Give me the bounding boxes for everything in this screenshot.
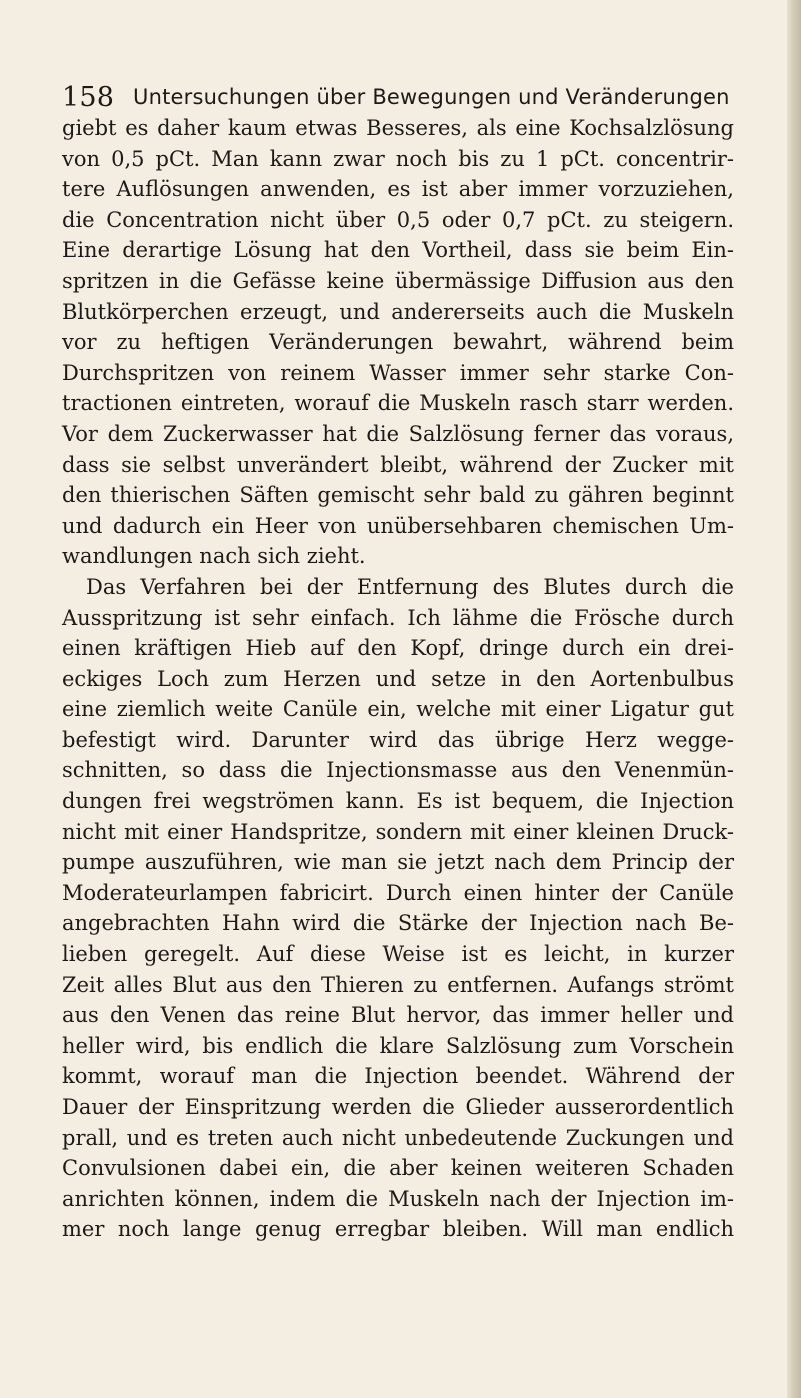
text-line: anrichten können, indem die Muskeln nach der Injection im-: [62, 1186, 734, 1211]
text-line: tractionen eintreten, worauf die Muskeln rasch starr werden.: [62, 391, 734, 416]
text-line: einen kräftigen Hieb auf den Kopf, dringe durch ein drei-: [62, 636, 734, 661]
text-line: aus den Venen das reine Blut hervor, das immer heller und: [62, 1003, 734, 1028]
text-line: den thierischen Säften gemischt sehr bald zu gähren beginnt: [62, 483, 734, 508]
body-text: [62, 113, 734, 1245]
text-line: prall, und es treten auch nicht unbedeutende Zuckungen und: [62, 1125, 734, 1150]
page-number: 158: [62, 82, 115, 113]
text-line: mer noch lange genug erregbar bleiben. Will man endlich: [62, 1217, 734, 1242]
text-line: schnitten, so dass die Injectionsmasse aus den Venenmün-: [62, 758, 734, 783]
text-line: Ausspritzung ist sehr einfach. Ich lähme die Frösche durch: [62, 605, 734, 630]
text-line: Eine derartige Lösung hat den Vortheil, dass sie beim Ein-: [62, 238, 734, 263]
text-line: dungen frei wegströmen kann. Es ist bequem, die Injection: [62, 789, 734, 814]
text-line: die Concentration nicht über 0,5 oder 0,7 pCt. zu steigern.: [62, 207, 734, 232]
text-line: Moderateurlampen fabricirt. Durch einen hinter der Canüle: [62, 880, 734, 905]
text-line: nicht mit einer Handspritze, sondern mit einer kleinen Druck-: [62, 819, 734, 844]
page-edge-shadow: [787, 0, 801, 1398]
text-line: pumpe auszuführen, wie man sie jetzt nach dem Princip der: [62, 850, 734, 875]
text-line: dass sie selbst unverändert bleibt, während der Zucker mit: [62, 452, 734, 477]
text-line: vor zu heftigen Veränderungen bewahrt, während beim: [62, 330, 734, 355]
text-line: Convulsionen dabei ein, die aber keinen weiteren Schaden: [62, 1156, 734, 1181]
text-line: Dauer der Einspritzung werden die Glieder ausserordentlich: [62, 1095, 734, 1119]
text-line: lieben geregelt. Auf diese Weise ist es leicht, in kurzer: [62, 942, 734, 967]
text-line: Durchspritzen von reinem Wasser immer sehr starke Con-: [62, 360, 734, 385]
text-line: spritzen in die Gefässe keine übermässige Diffusion aus den: [62, 268, 734, 293]
text-line: Zeit alles Blut aus den Thieren zu entfernen. Aufangs strömt: [62, 972, 734, 997]
text-line: Blutkörperchen erzeugt, und andererseits auch die Muskeln: [62, 299, 734, 324]
text-line: und dadurch ein Heer von unübersehbaren chemischen Um-: [62, 513, 734, 538]
text-line: eckiges Loch zum Herzen und setze in den Aortenbulbus: [62, 666, 734, 691]
text-line: kommt, worauf man die Injection beendet. Während der: [62, 1064, 734, 1089]
text-line: von 0,5 pCt. Man kann zwar noch bis zu 1 pCt. concentrir-: [62, 146, 734, 171]
text-line: befestigt wird. Darunter wird das übrige Herz wegge-: [62, 727, 734, 752]
text-line: eine ziemlich weite Canüle ein, welche mit einer Ligatur gut: [62, 697, 734, 722]
text-line: heller wird, bis endlich die klare Salzlösung zum Vorschein: [62, 1033, 734, 1058]
text-line: angebrachten Hahn wird die Stärke der Injection nach Be-: [62, 911, 734, 936]
text-line: Vor dem Zuckerwasser hat die Salzlösung ferner das voraus,: [62, 421, 734, 446]
paragraph-start-line: Das Verfahren bei der Entfernung des Blutes durch die: [86, 574, 734, 599]
running-title: Untersuchungen über Bewegungen und Veränderungen: [133, 85, 730, 109]
text-line: wandlungen nach sich zieht.: [62, 544, 366, 569]
text-line: giebt es daher kaum etwas Besseres, als eine Kochsalzlösung: [62, 116, 734, 140]
text-line: tere Auflösungen anwenden, es ist aber immer vorzuziehen,: [62, 177, 734, 202]
